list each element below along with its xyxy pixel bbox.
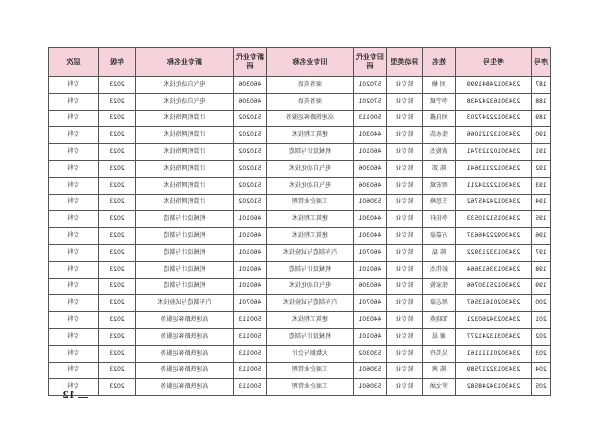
- table-row: [49, 261, 551, 278]
- cell-new-code: 510202: [234, 144, 267, 161]
- table-row: [49, 77, 551, 94]
- cell-grade: 2023: [99, 328, 136, 345]
- cell-new-code: 510202: [234, 110, 267, 127]
- cell-new-code: 460101: [234, 278, 267, 295]
- cell-exam-no: 23430122224211: [456, 177, 532, 194]
- cell-grade: 2023: [99, 144, 136, 161]
- cell-grade: 2023: [99, 177, 136, 194]
- cell-exam-no: 23430132121066: [456, 127, 532, 144]
- cell-old-code: 460101: [354, 261, 387, 278]
- cell-exam-no: 23430102123741: [456, 144, 532, 161]
- cell-old-name: 工商企业管理: [267, 362, 354, 379]
- cell-old-name: 工商企业管理: [267, 194, 354, 211]
- major-change-table: [48, 47, 551, 396]
- table-row: [49, 379, 551, 396]
- cell-new-code: 460306: [234, 77, 267, 94]
- cell-new-name: 高速铁路客运服务: [136, 328, 234, 345]
- cell-old-code: 460306: [354, 278, 387, 295]
- cell-new-name: 高速铁路客运服务: [136, 379, 234, 396]
- cell-old-code: 440301: [354, 127, 387, 144]
- cell-seq: 205: [532, 379, 551, 396]
- cell-exam-no: 23430234260321: [456, 312, 532, 329]
- cell-old-name: 电气自动化技术: [267, 160, 354, 177]
- cell-change-type: 转专业: [387, 244, 423, 261]
- cell-change-type: 转专业: [387, 127, 423, 144]
- header-old-code: 旧专业代码: [354, 48, 387, 77]
- cell-exam-no: 23430122247203: [456, 110, 532, 127]
- cell-old-code: 460701: [354, 244, 387, 261]
- cell-seq: 188: [532, 93, 551, 110]
- cell-grade: 2023: [99, 77, 136, 94]
- cell-level: 专科: [49, 278, 99, 295]
- cell-change-type: 转专业: [387, 278, 423, 295]
- cell-name: 刘良鑫: [423, 110, 456, 127]
- table-body: [49, 77, 551, 396]
- cell-level: 专科: [49, 261, 99, 278]
- cell-old-name: 建筑工程技术: [267, 211, 354, 228]
- cell-name: 张家俊: [423, 278, 456, 295]
- header-new-code: 新专业代码: [234, 48, 267, 77]
- cell-grade: 2023: [99, 127, 136, 144]
- table-row: [49, 244, 551, 261]
- cell-seq: 189: [532, 110, 551, 127]
- page-number-dash: [78, 397, 88, 398]
- cell-exam-no: 23430134248582: [456, 379, 532, 396]
- cell-old-name: 建筑工程技术: [267, 312, 354, 329]
- table-row: [49, 177, 551, 194]
- cell-new-name: 机械设计与制造: [136, 244, 234, 261]
- cell-old-code: 530601: [354, 194, 387, 211]
- cell-change-type: 转专业: [387, 93, 423, 110]
- cell-old-code: 440301: [354, 211, 387, 228]
- cell-new-code: 510202: [234, 194, 267, 211]
- cell-seq: 190: [532, 127, 551, 144]
- cell-level: 专科: [49, 110, 99, 127]
- table-row: [49, 211, 551, 228]
- cell-old-name: 建筑工程技术: [267, 127, 354, 144]
- cell-seq: 191: [532, 144, 551, 161]
- cell-new-name: 机械设计与制造: [136, 211, 234, 228]
- cell-new-code: 460101: [234, 261, 267, 278]
- cell-level: 专科: [49, 144, 99, 161]
- cell-new-code: 500113: [234, 345, 267, 362]
- cell-new-code: 500113: [234, 328, 267, 345]
- cell-level: 专科: [49, 93, 99, 110]
- cell-grade: 2023: [99, 244, 136, 261]
- cell-grade: 2023: [99, 278, 136, 295]
- cell-new-name: 计算机网络技术: [136, 127, 234, 144]
- cell-new-name: 计算机网络技术: [136, 144, 234, 161]
- header-name: 姓名: [423, 48, 456, 77]
- cell-change-type: 转专业: [387, 345, 423, 362]
- cell-new-name: 机械设计与制造: [136, 228, 234, 245]
- table-row: [49, 93, 551, 110]
- cell-level: 专科: [49, 211, 99, 228]
- cell-level: 专科: [49, 362, 99, 379]
- cell-level: 专科: [49, 244, 99, 261]
- cell-exam-no: 23430133613664: [456, 261, 532, 278]
- cell-exam-no: 23430313241277: [456, 328, 532, 345]
- cell-new-name: 计算机网络技术: [136, 177, 234, 194]
- cell-level: 专科: [49, 77, 99, 94]
- cell-name: 周志豪: [423, 295, 456, 312]
- cell-grade: 2023: [99, 228, 136, 245]
- table-row: [49, 362, 551, 379]
- cell-old-code: 440301: [354, 228, 387, 245]
- cell-new-name: 高速铁路客运服务: [136, 312, 234, 329]
- header-old-name: 旧专业名称: [267, 48, 354, 77]
- table-row: [49, 345, 551, 362]
- cell-change-type: 转专业: [387, 110, 423, 127]
- cell-old-name: 汽车制造与试验技术: [267, 244, 354, 261]
- header-level: 层次: [49, 48, 99, 77]
- cell-grade: 2023: [99, 312, 136, 329]
- cell-seq: 201: [532, 312, 551, 329]
- cell-new-name: 机械设计与制造: [136, 278, 234, 295]
- cell-change-type: 转专业: [387, 362, 423, 379]
- cell-grade: 2023: [99, 295, 136, 312]
- cell-old-name: 大数据与会计: [267, 345, 354, 362]
- cell-name: 谢 晨: [423, 328, 456, 345]
- cell-level: 专科: [49, 160, 99, 177]
- cell-old-name: 电气自动化技术: [267, 177, 354, 194]
- cell-seq: 203: [532, 345, 551, 362]
- cell-grade: 2023: [99, 211, 136, 228]
- cell-level: 专科: [49, 177, 99, 194]
- cell-new-name: 高速铁路客运服务: [136, 362, 234, 379]
- cell-old-code: 570201: [354, 77, 387, 94]
- cell-exam-no: 23430132217589: [456, 362, 532, 379]
- cell-change-type: 转专业: [387, 177, 423, 194]
- cell-new-code: 500113: [234, 362, 267, 379]
- cell-new-code: 460101: [234, 228, 267, 245]
- cell-change-type: 转专业: [387, 295, 423, 312]
- table-row: [49, 144, 551, 161]
- cell-new-code: 510202: [234, 127, 267, 144]
- header-change-type: 异动类型: [387, 48, 423, 77]
- cell-name: 王思峰: [423, 194, 456, 211]
- cell-name: 周宏斌: [423, 177, 456, 194]
- cell-old-code: 440301: [354, 312, 387, 329]
- cell-level: 专科: [49, 345, 99, 362]
- cell-seq: 198: [532, 261, 551, 278]
- table-row: [49, 160, 551, 177]
- cell-exam-no: 23430125130766: [456, 278, 532, 295]
- cell-seq: 194: [532, 194, 551, 211]
- table-row: [49, 228, 551, 245]
- cell-change-type: 转专业: [387, 379, 423, 396]
- cell-new-code: 510202: [234, 177, 267, 194]
- cell-old-name: 商务英语: [267, 77, 354, 94]
- cell-grade: 2023: [99, 160, 136, 177]
- cell-name: 方嘉豪: [423, 228, 456, 245]
- cell-change-type: 转专业: [387, 312, 423, 329]
- cell-name: 陈 磊: [423, 244, 456, 261]
- cell-exam-no: 23430122113641: [456, 160, 532, 177]
- cell-name: 陈 郢: [423, 160, 456, 177]
- cell-exam-no: 23430124245762: [456, 194, 532, 211]
- cell-old-code: 460101: [354, 144, 387, 161]
- cell-exam-no: 23430201111161: [456, 345, 532, 362]
- cell-grade: 2023: [99, 93, 136, 110]
- cell-grade: 2023: [99, 110, 136, 127]
- cell-grade: 2023: [99, 362, 136, 379]
- table-row: [49, 295, 551, 312]
- table-row: [49, 127, 551, 144]
- cell-change-type: 转专业: [387, 211, 423, 228]
- cell-new-name: 机械设计与制造: [136, 261, 234, 278]
- cell-old-name: 建筑工程技术: [267, 228, 354, 245]
- cell-new-code: 510202: [234, 160, 267, 177]
- cell-grade: 2023: [99, 194, 136, 211]
- cell-new-name: 电气自动化技术: [136, 77, 234, 94]
- cell-change-type: 转专业: [387, 194, 423, 211]
- cell-new-code: 460306: [234, 93, 267, 110]
- cell-new-name: 电气自动化技术: [136, 93, 234, 110]
- cell-seq: 187: [532, 77, 551, 94]
- cell-level: 专科: [49, 328, 99, 345]
- cell-name: 陈 茜: [423, 362, 456, 379]
- cell-new-code: 500113: [234, 312, 267, 329]
- header-exam-no: 考生号: [456, 48, 532, 77]
- table-header-row: [49, 48, 551, 77]
- cell-old-code: 460701: [354, 295, 387, 312]
- cell-old-code: 530601: [354, 362, 387, 379]
- table-row: [49, 328, 551, 345]
- cell-seq: 195: [532, 211, 551, 228]
- cell-seq: 202: [532, 328, 551, 345]
- cell-seq: 200: [532, 295, 551, 312]
- cell-name: 吴美玲: [423, 345, 456, 362]
- table-row: [49, 312, 551, 329]
- cell-exam-no: 23430201613567: [456, 295, 532, 312]
- cell-seq: 197: [532, 244, 551, 261]
- cell-seq: 193: [532, 177, 551, 194]
- cell-name: 彭伟杰: [423, 261, 456, 278]
- cell-new-name: 计算机网络技术: [136, 160, 234, 177]
- cell-name: 罗文涵: [423, 379, 456, 396]
- cell-old-code: 500113: [354, 110, 387, 127]
- cell-old-code: 570201: [354, 93, 387, 110]
- cell-exam-no: 23430151210533: [456, 211, 532, 228]
- cell-old-code: 460306: [354, 160, 387, 177]
- cell-seq: 204: [532, 362, 551, 379]
- cell-change-type: 转专业: [387, 228, 423, 245]
- cell-old-name: 机械设计与制造: [267, 144, 354, 161]
- cell-new-code: 500113: [234, 379, 267, 396]
- cell-name: 李佳轩: [423, 211, 456, 228]
- table-row: [49, 278, 551, 295]
- cell-level: 专科: [49, 228, 99, 245]
- cell-name: 黄俊杰: [423, 144, 456, 161]
- cell-old-name: 汽车制造与试验技术: [267, 295, 354, 312]
- cell-exam-no: 23430922246637: [456, 228, 532, 245]
- cell-name: 刘 楠: [423, 77, 456, 94]
- cell-name: 李宇斌: [423, 93, 456, 110]
- cell-change-type: 转专业: [387, 144, 423, 161]
- cell-exam-no: 23430163242438: [456, 93, 532, 110]
- cell-old-code: 530302: [354, 345, 387, 362]
- cell-old-name: 工商企业管理: [267, 379, 354, 396]
- cell-old-name: 高速铁路客运服务: [267, 110, 354, 127]
- cell-grade: 2023: [99, 379, 136, 396]
- cell-old-name: 机械设计与制造: [267, 328, 354, 345]
- cell-change-type: 转专业: [387, 328, 423, 345]
- cell-name: 张永浩: [423, 127, 456, 144]
- cell-new-code: 460101: [234, 211, 267, 228]
- cell-old-code: 460101: [354, 328, 387, 345]
- cell-old-code: 530601: [354, 379, 387, 396]
- cell-level: 专科: [49, 194, 99, 211]
- cell-new-code: 460701: [234, 295, 267, 312]
- cell-grade: 2023: [99, 345, 136, 362]
- page-number: 12: [62, 391, 75, 401]
- header-grade: 年级: [99, 48, 136, 77]
- cell-change-type: 转专业: [387, 77, 423, 94]
- cell-level: 专科: [49, 379, 99, 396]
- cell-grade: 2023: [99, 261, 136, 278]
- cell-new-name: 高速铁路客运服务: [136, 345, 234, 362]
- cell-old-code: 460306: [354, 177, 387, 194]
- cell-name: 邹晓燕: [423, 312, 456, 329]
- cell-seq: 199: [532, 278, 551, 295]
- cell-new-name: 计算机网络技术: [136, 194, 234, 211]
- cell-level: 专科: [49, 295, 99, 312]
- cell-exam-no: 23430124841999: [456, 77, 532, 94]
- cell-level: 专科: [49, 127, 99, 144]
- cell-old-name: 电气自动化技术: [267, 278, 354, 295]
- cell-seq: 196: [532, 228, 551, 245]
- header-new-name: 新专业名称: [136, 48, 234, 77]
- cell-change-type: 转专业: [387, 160, 423, 177]
- cell-level: 专科: [49, 312, 99, 329]
- cell-exam-no: 23430133213922: [456, 244, 532, 261]
- table-row: [49, 110, 551, 127]
- cell-change-type: 转专业: [387, 261, 423, 278]
- cell-new-name: 汽车制造与试验技术: [136, 295, 234, 312]
- cell-seq: 192: [532, 160, 551, 177]
- cell-new-name: 计算机网络技术: [136, 110, 234, 127]
- cell-new-code: 460101: [234, 244, 267, 261]
- header-seq: 序号: [532, 48, 551, 77]
- cell-old-name: 机械设计与制造: [267, 261, 354, 278]
- cell-old-name: 商务英语: [267, 93, 354, 110]
- table-row: [49, 194, 551, 211]
